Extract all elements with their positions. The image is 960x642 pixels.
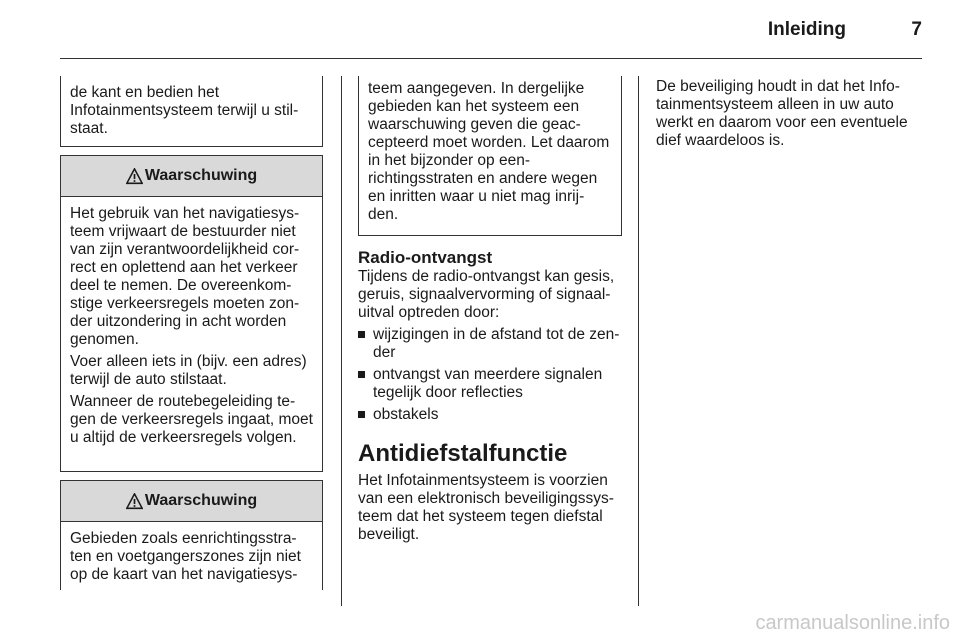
warning-heading: Waarschuwing xyxy=(144,492,258,509)
warning-box-header xyxy=(61,481,322,522)
warning-body xyxy=(61,197,322,447)
list-item: ontvangst van meerdere signalen tegelijk door reflecties xyxy=(358,366,626,402)
antitheft-heading: Antidiefstalfunctie xyxy=(358,440,568,467)
radio-reception-text: Tijdens de radio-ontvangst kan gesis, geruis, signaalvervorming of signaal-uitval optreden door: xyxy=(358,268,615,321)
bullet-square-icon xyxy=(358,411,365,418)
list-item: wijzigingen in de afstand tot de zen-der xyxy=(358,326,626,362)
antitheft-continuation-text: De beveiliging houdt in dat het Info-tainmentsysteem alleen in uw auto werkt en daarom voor een eventuele dief waardeloos is. xyxy=(656,78,908,149)
radio-reception-heading: Radio-ontvangst xyxy=(358,248,493,267)
column-divider-right xyxy=(638,76,639,606)
intro-box-text: de kant en bedien het Infotainmentsysteem terwijl u stil-staat. xyxy=(70,84,299,137)
warning-box-2 xyxy=(60,480,323,590)
intro-box xyxy=(60,76,323,147)
warning-paragraph: Voer alleen iets in (bijv. een adres) terwijl de auto stilstaat. xyxy=(70,353,307,388)
bullet-square-icon xyxy=(358,371,365,378)
warning-heading: Waarschuwing xyxy=(144,167,258,184)
warning-paragraph: Het gebruik van het navigatiesys-teem vrijwaart de bestuurder niet van zijn verantwoordelijkheid cor-rect en oplettend aan het verkeer deel te nemen. De overeenkom-stige verkeersregels moeten zon-der uitzondering in acht worden genomen. xyxy=(70,205,300,348)
antitheft-text: Het Infotainmentsysteem is voorzien van een elektronisch beveiligingssys-teem dat het systeem tegen diefstal beveiligt. xyxy=(358,472,614,543)
warning-box-1 xyxy=(60,155,323,472)
watermark: carmanualsonline.info xyxy=(755,612,950,634)
radio-reception-list xyxy=(358,326,626,424)
page-header-title: Inleiding xyxy=(767,19,846,40)
warning-body xyxy=(61,522,322,584)
warning-paragraph: Wanneer de routebegeleiding te-gen de verkeersregels ingaat, moet u altijd de verkeersregels volgen. xyxy=(70,393,313,446)
column-3-content xyxy=(656,78,924,150)
column-2-content xyxy=(358,248,626,544)
warning-triangle-icon xyxy=(126,168,143,185)
column-divider-left xyxy=(341,76,342,606)
warning-box-header xyxy=(61,156,322,197)
warning-box-continuation xyxy=(358,76,622,236)
warning-paragraph: Gebieden zoals eenrichtingsstra-ten en voetgangerszones zijn niet op de kaart van het navigatiesys- xyxy=(70,530,301,583)
warning-triangle-icon xyxy=(126,493,143,510)
page-number: 7 xyxy=(911,19,922,40)
list-item: obstakels xyxy=(358,406,626,424)
bullet-square-icon xyxy=(358,331,365,338)
warning-continuation-text: teem aangegeven. In dergelijke gebieden kan het systeem een waarschuwing geven die geac-cepteerd moet worden. Let daarom in het bijzonder op een-richtingsstraten en andere wegen en inritten waar u niet mag inrij-den. xyxy=(368,80,610,223)
header-rule xyxy=(60,58,922,59)
